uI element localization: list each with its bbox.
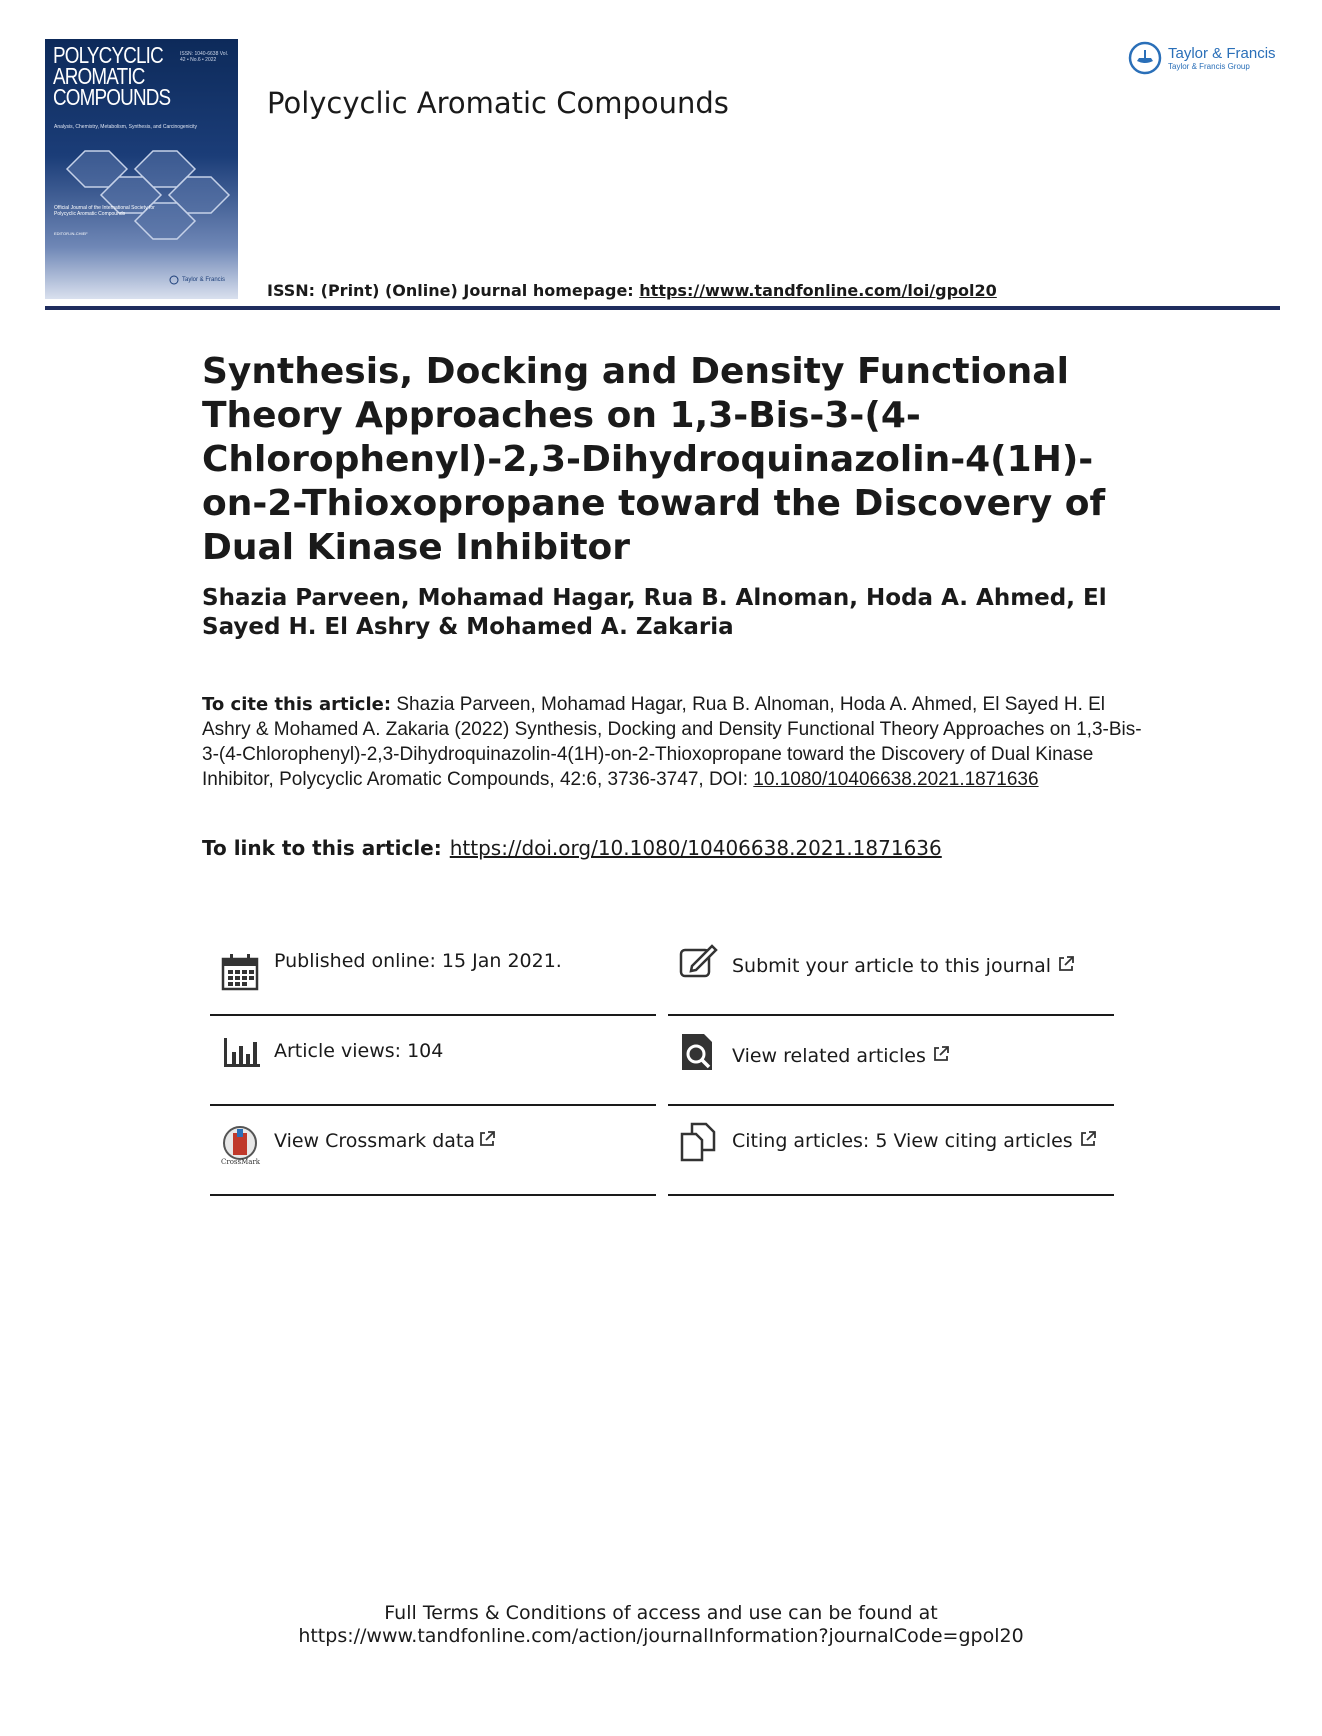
taylor-francis-logo-icon — [1128, 41, 1162, 75]
citing-articles-link[interactable] — [732, 1130, 1097, 1152]
cover-editor-text: EDITOR-IN-CHIEF — [54, 231, 88, 236]
issn-line — [267, 281, 997, 300]
cover-society-text: Official Journal of the International Society for Polycyclic Aromatic Compounds — [54, 205, 155, 217]
terms-footer-link[interactable]: https://www.tandfonline.com/action/journalInformation?journalCode=gpol20 — [298, 1625, 1024, 1647]
journal-cover-image — [45, 39, 238, 299]
crossmark-item[interactable] — [210, 1108, 656, 1196]
citation-block — [202, 692, 1142, 792]
journal-name: Polycyclic Aromatic Compounds — [267, 86, 729, 120]
submit-article-item[interactable] — [668, 928, 1114, 1016]
edit-icon — [678, 942, 718, 982]
citation-label: To cite this article: — [202, 694, 392, 715]
external-link-icon — [932, 1045, 950, 1063]
article-doi-link[interactable]: https://doi.org/10.1080/10406638.2021.1871636 — [449, 836, 942, 860]
article-link-line — [202, 836, 942, 860]
document-search-icon — [678, 1032, 718, 1072]
related-articles-text: View related articles — [732, 1045, 926, 1067]
publisher-group: Taylor & Francis Group — [1168, 61, 1250, 71]
published-online-text: Published online: 15 Jan 2021. — [274, 950, 562, 972]
cover-publisher-logo — [169, 275, 235, 285]
terms-footer — [0, 1602, 1322, 1648]
issn-label: ISSN: (Print) (Online) Journal homepage: — [267, 281, 640, 300]
citation-doi-link[interactable]: 10.1080/10406638.2021.1871636 — [753, 769, 1039, 790]
copy-documents-icon — [678, 1122, 718, 1162]
journal-homepage-link[interactable]: https://www.tandfonline.com/loi/gpol20 — [639, 281, 997, 300]
external-link-icon — [1057, 955, 1075, 973]
cover-issue: ISSN: 1040-6638 Vol. 42 • No.6 • 2022 — [180, 51, 229, 63]
cover-logo-icon — [169, 275, 179, 285]
crossmark-badge-text: CrossMark — [221, 1158, 261, 1166]
submit-article-link[interactable] — [732, 955, 1075, 977]
calendar-icon — [220, 952, 260, 992]
hexagon-graphic — [45, 139, 238, 259]
related-articles-item[interactable] — [668, 1018, 1114, 1106]
article-link-label: To link to this article: — [202, 836, 442, 860]
article-views-item — [210, 1018, 656, 1106]
crossmark-link[interactable] — [274, 1130, 496, 1152]
citation-text: Shazia Parveen, Mohamad Hagar, Rua B. Alnoman, Hoda A. Ahmed, El Sayed H. El Ashry & Mohamed A. Zakaria (2022) Synthesis, Docking and Density Functional Theory Approaches on 1,3-Bis-3-(4-Chlorophenyl)-2,3-Dihydroquinazolin-4(1H)-on-2-Thioxopropane toward the Discovery of Dual Kinase Inhibitor, Polycyclic Aromatic Compounds, 42:6, 3736-3747, DOI: — [202, 694, 1142, 790]
article-title: Synthesis, Docking and Density Functional Theory Approaches on 1,3-Bis-3-(4-Chlorophenyl)-2,3-Dihydroquinazolin-4(1H)-on-2-Thioxopropane toward the Discovery of Dual Kinase Inhibitor — [202, 351, 1106, 568]
cover-subtitle: Analysis, Chemistry, Metabolism, Synthesis, and Carcinogenicity — [54, 124, 198, 130]
submit-article-text: Submit your article to this journal — [732, 955, 1052, 977]
published-online-item — [210, 928, 656, 1016]
external-link-icon — [478, 1130, 496, 1148]
cover-title: POLYCYCLIC AROMATIC COMPOUNDS — [53, 42, 171, 110]
citing-articles-item[interactable] — [668, 1108, 1114, 1196]
publisher-name: Taylor & Francis — [1168, 44, 1276, 62]
header-divider — [45, 306, 1280, 310]
crossmark-text: View Crossmark data — [274, 1130, 476, 1152]
citing-articles-text: Citing articles: 5 View citing articles — [732, 1130, 1073, 1152]
external-link-icon — [1079, 1130, 1097, 1148]
related-articles-link[interactable] — [732, 1045, 950, 1067]
bar-chart-icon — [220, 1032, 260, 1072]
cover-logo-text: Taylor & Francis — [182, 276, 226, 283]
publisher-logo[interactable] — [1128, 38, 1288, 78]
article-views-text: Article views: 104 — [274, 1040, 444, 1062]
article-authors: Shazia Parveen, Mohamad Hagar, Rua B. Alnoman, Hoda A. Ahmed, El Sayed H. El Ashry & Mohamed A. Zakaria — [202, 585, 1107, 640]
terms-footer-line1: Full Terms & Conditions of access and use can be found at — [384, 1602, 938, 1624]
